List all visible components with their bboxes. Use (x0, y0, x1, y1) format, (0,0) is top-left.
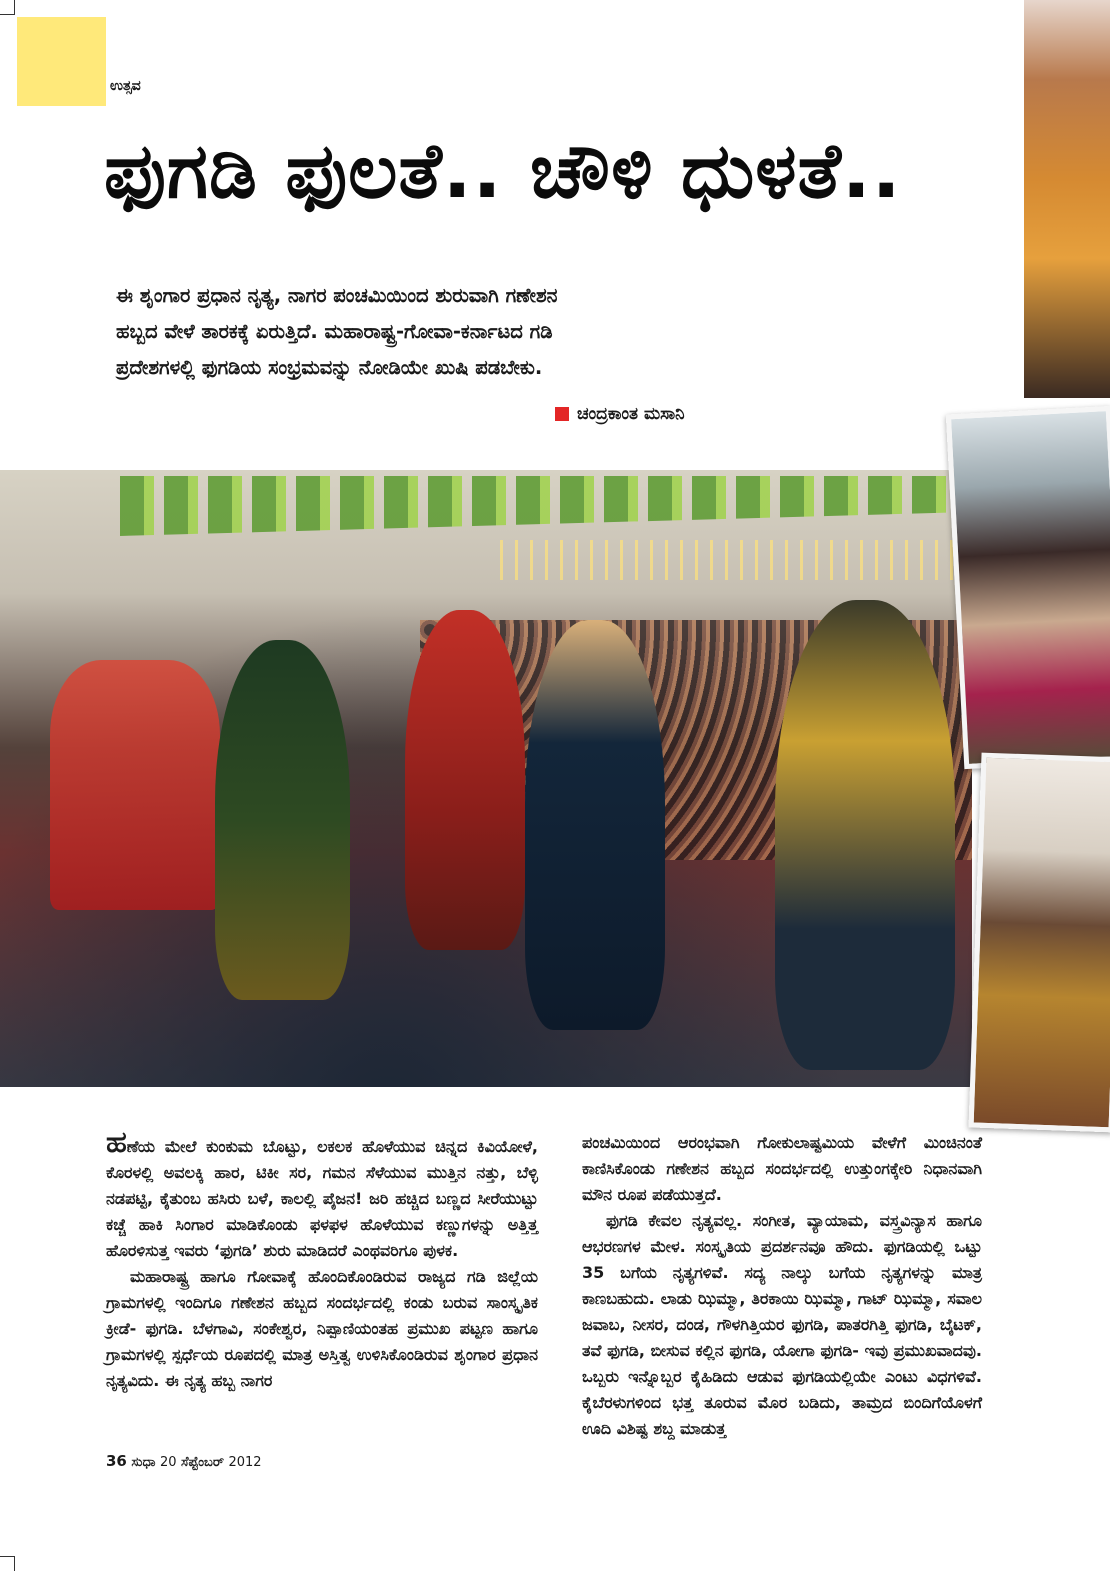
photo-dancer (405, 610, 525, 950)
article-paragraph: ಫುಗಡಿ ಕೇವಲ ನೃತ್ಯವಲ್ಲ. ಸಂಗೀತ, ವ್ಯಾಯಾಮ, ವಸ್ತ್ರವಿನ್ಯಾಸ ಹಾಗೂ ಆಭರಣಗಳ ಮೇಳ. ಸಂಸ್ಕೃತಿಯ ಪ್ರದರ್ಶನವೂ ಹೌದು. ಫುಗಡಿಯಲ್ಲಿ ಒಟ್ಟು 35 ಬಗೆಯ ನೃತ್ಯಗಳಿವೆ. ಸದ್ಯ ನಾಲ್ಕು ಬಗೆಯ ನೃತ್ಯಗಳನ್ನು ಮಾತ್ರ ಕಾಣಬಹುದು. ಲಾಡು ಝಿಮ್ಮಾ, ತಿರಕಾಯಿ ಝಿಮ್ಮಾ, ಗಾಟ್ ಝಿಮ್ಮಾ, ಸವಾಲ ಜವಾಬ, ನೀಸರ, ದಂಡ, ಗೌಳಗಿತ್ತಿಯರ ಫುಗಡಿ, ಪಾತರಗಿತ್ತಿ ಫುಗಡಿ, ಬೈಟಕ್, ತವೆ ಫುಗಡಿ, ಬೀಸುವ ಕಲ್ಲಿನ ಫುಗಡಿ, ಯೋಗಾ ಫುಗಡಿ- ಇವು ಪ್ರಮುಖವಾದವು. ಒಬ್ಬರು ಇನ್ನೊಬ್ಬರ ಕೈಹಿಡಿದು ಆಡುವ ಫುಗಡಿಯಲ್ಲಿಯೇ ಎಂಟು ವಿಧಗಳಿವೆ. ಕೈಬೆರಳುಗಳಿಂದ ಭತ್ತ ತೂರುವ ಮೊರ ಬಡಿದು, ತಾಮ್ರದ ಬಿಂದಿಗೆಯೊಳಗೆ ಊದಿ ವಿಶಿಷ್ಟ ಶಬ್ದ ಮಾಡುತ್ತ (582, 1211, 982, 1438)
section-color-block (17, 17, 106, 106)
article-paragraph: ಮಹಾರಾಷ್ಟ್ರ ಹಾಗೂ ಗೋವಾಕ್ಕೆ ಹೊಂದಿಕೊಂಡಿರುವ ರಾಜ್ಯದ ಗಡಿ ಜಿಲ್ಲೆಯ ಗ್ರಾಮಗಳಲ್ಲಿ ಇಂದಿಗೂ ಗಣೇಶನ ಹಬ್ಬದ ಸಂದರ್ಭದಲ್ಲಿ ಕಂಡು ಬರುವ ಸಾಂಸ್ಕೃತಿಕ ಕ್ರೀಡೆ- ಫುಗಡಿ. ಬೆಳಗಾವಿ, ಸಂಕೇಶ್ವರ, ನಿಪ್ಪಾಣಿಯಂತಹ ಪ್ರಮುಖ ಪಟ್ಟಣ ಹಾಗೂ ಗ್ರಾಮಗಳಲ್ಲಿ ಸ್ಪರ್ಧೆಯ ರೂಪದಲ್ಲಿ ಮಾತ್ರ ಅಸ್ತಿತ್ವ ಉಳಿಸಿಕೊಂಡಿರುವ ಶೃಂಗಾರ ಪ್ರಧಾನ ನೃತ್ಯವಿದು. ಈ ನೃತ್ಯ ಹಬ್ಬ ನಾಗರ (106, 1267, 538, 1390)
drop-cap: ಹ (106, 1125, 127, 1160)
page-footer (106, 1452, 262, 1470)
magazine-name: ಸುಧಾ (131, 1455, 156, 1470)
standfirst (116, 278, 736, 386)
photo-string-lights (500, 540, 970, 580)
standfirst-line: ಈ ಶೃಂಗಾರ ಪ್ರಧಾನ ನೃತ್ಯ, ನಾಗರ ಪಂಚಮಿಯಿಂದ ಶುರುವಾಗಿ ಗಣೇಶನ (116, 284, 558, 307)
photo-top-right (1024, 0, 1110, 398)
standfirst-line: ಹಬ್ಬದ ವೇಳೆ ತಾರಕಕ್ಕೆ ಏರುತ್ತಿದೆ. ಮಹಾರಾಷ್ಟ್ರ-ಗೋವಾ-ಕರ್ನಾಟದ ಗಡಿ (116, 320, 553, 343)
crop-mark (0, 1556, 15, 1571)
photo-seated-woman (50, 660, 220, 910)
issue-month: ಸೆಪ್ಟೆಂಬರ್ (181, 1455, 224, 1470)
byline-square-icon (555, 407, 569, 421)
crop-mark (0, 0, 15, 15)
issue-year: 2012 (228, 1455, 262, 1470)
standfirst-line: ಪ್ರದೇಶಗಳಲ್ಲಿ ಫುಗಡಿಯ ಸಂಭ್ರಮವನ್ನು ನೋಡಿಯೇ ಖುಷಿ ಪಡಬೇಕು. (116, 356, 543, 379)
author-name: ಚಂದ್ರಕಾಂತ ಮಸಾನಿ (577, 404, 685, 424)
photo-dancer (215, 640, 350, 1000)
article-column-2 (582, 1130, 982, 1442)
article-paragraph (106, 1125, 538, 1264)
article-text: ಣೆಯ ಮೇಲೆ ಕುಂಕುಮ ಬೊಟ್ಟು, ಲಕಲಕ ಹೊಳೆಯುವ ಚಿನ್ನದ ಕಿವಿಯೋಳೆ, ಕೊರಳಲ್ಲಿ ಅವಲಕ್ಕಿ ಹಾರ, ಟಿಕೀ ಸರ, ಗಮನ ಸೆಳೆಯುವ ಮುತ್ತಿನ ನತ್ತು, ಬೆಳ್ಳಿ ನಡಪಟ್ಟಿ, ಕೈತುಂಬ ಹಸಿರು ಬಳೆ, ಕಾಲಲ್ಲಿ ಪೈಜನ! ಜರಿ ಹಚ್ಚಿದ ಬಣ್ಣದ ಸೀರೆಯುಟ್ಟು ಕಚ್ಚೆ ಹಾಕಿ ಸಿಂಗಾರ ಮಾಡಿಕೊಂಡು ಫಳಫಳ ಹೊಳೆಯುವ ಕಣ್ಣುಗಳನ್ನು ಅತ್ತಿತ್ತ ಹೊರಳಿಸುತ್ತ ಇವರು ‘ಫುಗಡಿ’ ಶುರು ಮಾಡಿದರೆ ಎಂಥವರಿಗೂ ಪುಳಕ. (106, 1137, 538, 1260)
article-paragraph: ಪಂಚಮಿಯಿಂದ ಆರಂಭವಾಗಿ ಗೋಕುಲಾಷ್ಟಮಿಯ ವೇಳೆಗೆ ಮಿಂಚಿನಂತೆ ಕಾಣಿಸಿಕೊಂಡು ಗಣೇಶನ ಹಬ್ಬದ ಸಂದರ್ಭದಲ್ಲಿ ಉತ್ತುಂಗಕ್ಕೇರಿ ನಿಧಾನವಾಗಿ ಮೌನ ರೂಪ ಪಡೆಯುತ್ತದೆ. (582, 1133, 982, 1204)
photo-bunting (120, 476, 970, 536)
photo-inset-audience (946, 406, 1110, 769)
headline: ಫುಗಡಿ ಫುಲತೆ.. ಚೌಳಿ ಧುಳತೆ.. (104, 126, 902, 215)
photo-dancer (525, 620, 665, 1030)
section-label: ಉತ್ಸವ (110, 78, 141, 94)
photo-inset-dancer (969, 753, 1110, 1133)
article-column-1 (106, 1125, 538, 1394)
issue-day: 20 (159, 1455, 177, 1470)
photo-main-dancers (0, 470, 972, 1087)
page-number: 36 (106, 1452, 127, 1470)
byline (555, 404, 685, 424)
photo-dancer (775, 600, 955, 1070)
